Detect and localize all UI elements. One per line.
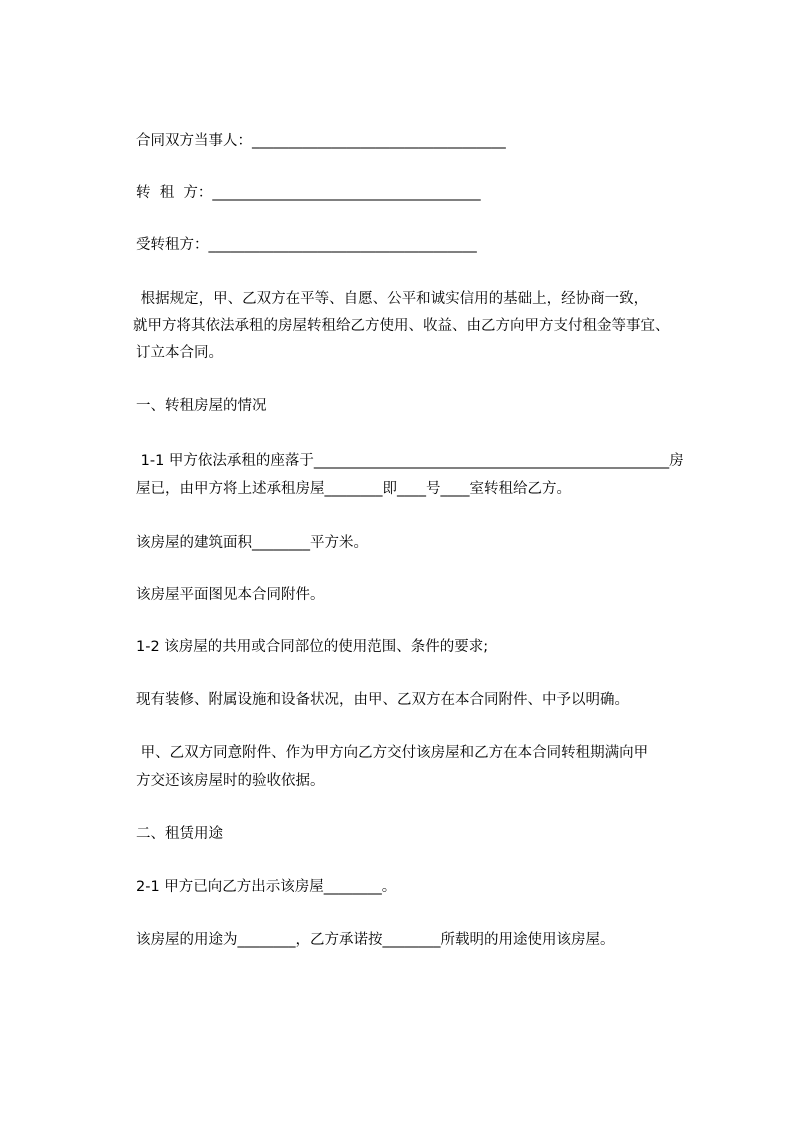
clause-2-1-line: 2-1 甲方已向乙方出示该房屋________。 (136, 879, 397, 895)
section-1-title: 一、转租房屋的情况 (136, 398, 267, 414)
sublessee-line: 受转租方：_____________________________________ (136, 237, 477, 253)
intro-line-1: 根据规定，甲、乙双方在平等、自愿、公平和诚实信用的基础上，经协商一致， (136, 291, 649, 307)
sublessor-line: 转 租 方：_____________________________________ (136, 185, 481, 201)
clause-1-1-line-1: 1-1 甲方依法承租的座落于_________________________________________________房 (136, 453, 684, 469)
intro-line-2: 就甲方将其依法承租的房屋转租给乙方使用、收益、由乙方向甲方支付租金等事宜、 (133, 318, 670, 334)
section-2-title: 二、租赁用途 (136, 826, 223, 842)
parties-line: 合同双方当事人：___________________________________ (136, 133, 506, 149)
clause-1-1-line-2: 屋已，由甲方将上述承租房屋________即____号____室转租给乙方。 (136, 481, 571, 497)
plan-line: 该房屋平面图见本合同附件。 (136, 587, 325, 603)
usage-line: 该房屋的用途为________，乙方承诺按________所载明的用途使用该房屋。 (136, 932, 615, 948)
area-line: 该房屋的建筑面积________平方米。 (136, 535, 368, 551)
intro-line-3: 订立本合同。 (136, 345, 223, 361)
acceptance-line-2: 方交还该房屋时的验收依据。 (136, 773, 325, 789)
acceptance-line-1: 甲、乙双方同意附件、作为甲方向乙方交付该房屋和乙方在本合同转租期满向甲 (136, 745, 649, 761)
clause-1-2-line: 1-2 该房屋的共用或合同部位的使用范围、条件的要求; (136, 639, 489, 655)
decor-line: 现有装修、附属设施和设备状况，由甲、乙双方在本合同附件、中予以明确。 (136, 692, 629, 708)
